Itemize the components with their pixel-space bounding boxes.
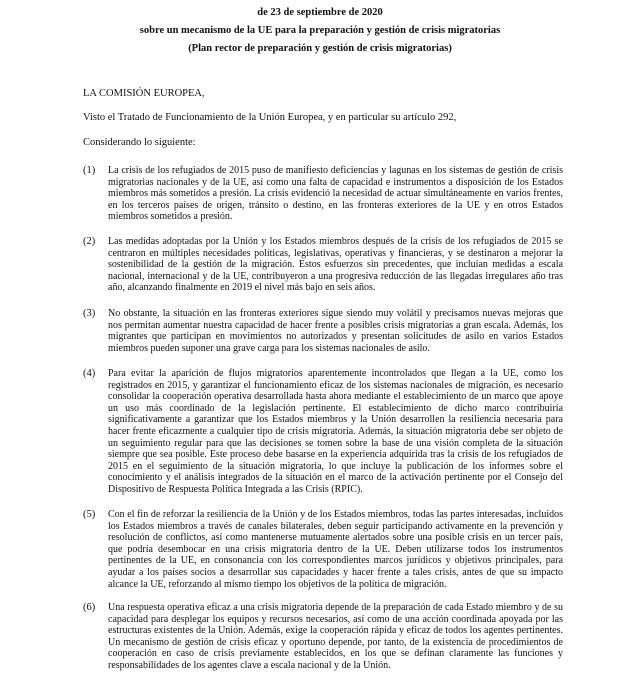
recital-text: Las medidas adoptadas por la Unión y los Estados miembros después de la crisis de los refugiados de 2015 se centraron en múltiples necesidades políticas, legislativas, operativas y financieras, y se destinaron a mejorar la sostenibilidad de la gestión de la migración. Estos esfuerzos sin precedentes, que incluían medidas a escala nacional, internacional y de la UE, contribuyeron a una progresiva reducción de las llegadas irregulares año tras año, alcanzando finalmente en 2019 el nivel más bajo en seis años. xyxy=(108,236,563,294)
recital-text: No obstante, la situación en las fronteras exteriores sigue siendo muy volátil y precisamos nuevas mejoras que nos permitan aumentar nuestra capacidad de hacer frente a posibles crisis migratorias a gran escala. Además, los migrantes que participan en movimientos no autorizados y presentan solicitudes de asilo en varios Estados miembros pueden suponer una grave carga para los sistemas nacionales de asilo. xyxy=(108,308,563,354)
document-date-line: de 23 de septiembre de 2020 xyxy=(257,7,383,18)
visto-line: Visto el Tratado de Funcionamiento de la Unión Europea, y en particular su artículo 292, xyxy=(83,112,457,123)
recital-text: La crisis de los refugiados de 2015 puso de manifiesto deficiencias y lagunas en los sistemas de gestión de crisis migratorias nacionales y de la UE, así como una falta de capacidad e instrumentos a disposición de los Estados miembros más sometidos a presión. La crisis evidenció la necesidad de actuar simultáneamente en varios frentes, en los terceros países de origen, tránsito o destino, en las fronteras exteriores de la UE y en otros Estados miembros sometidos a presión. xyxy=(108,165,563,223)
recital-text: Una respuesta operativa eficaz a una crisis migratoria depende de la preparación de cada Estado miembro y de su capacidad para desplegar los equipos y recursos necesarios, así como de una acción coordinada apoyada por las estructuras existentes de la Unión. Además, exige la cooperación rápida y eficaz de todos los agentes pertinentes. Un mecanismo de gestión de crisis eficaz y oportuno depende, por tanto, de la existencia de procedimientos de cooperación en caso de crisis previamente establecidos, en los que se definan claramente las funciones y responsabilidades de los agentes clave a escala nacional y de la Unión. xyxy=(108,602,563,671)
recital-number: (4) xyxy=(83,368,96,379)
recital-text: Para evitar la aparición de flujos migratorios aparentemente incontrolados que llegan a la UE, como los registrados en 2015, y garantizar el funcionamiento eficaz de los sistemas nacionales de migración, es necesario consolidar la cooperación operativa desarrollada hasta ahora mediante el establecimiento de un marco que apoye un uso más coordinado de la legislación pertinente. El establecimiento de dicho marco contribuiría significativamente a garantizar que los Estados miembros y la Unión desarrollen la resiliencia necesaria para hacer frente eficazmente a cualquier tipo de crisis migratoria. Además, la situación migratoria debe ser objeto de un seguimiento regular para que las decisiones se tomen sobre la base de una visión completa de la situación siempre que sea posible. Este proceso debe basarse en la experiencia adquirida tras la crisis de los refugiados de 2015 en el seguimiento de la situación migratoria, lo que incluye la publicación de los informes sobre el conocimiento y el análisis integrados de la situación en el marco de la activación pertinente por el Consejo del Dispositivo de Respuesta Política Integrada a las Crisis (RPIC). xyxy=(108,368,563,495)
recital-number: (5) xyxy=(83,509,96,520)
recital-number: (1) xyxy=(83,165,96,176)
document-title: sobre un mecanismo de la UE para la preparación y gestión de crisis migratorias xyxy=(139,25,501,36)
considerando-line: Considerando lo siguiente: xyxy=(83,137,196,148)
institution-heading: LA COMISIÓN EUROPEA, xyxy=(83,88,205,99)
document-subtitle: (Plan rector de preparación y gestión de crisis migratorias) xyxy=(188,43,452,54)
recital-number: (2) xyxy=(83,236,96,247)
recital-text: Con el fin de reforzar la resiliencia de la Unión y de los Estados miembros, todas las partes interesadas, incluidos los Estados miembros a través de canales bilaterales, deben seguir participando activamente en la prevención y resolución de conflictos, así como mantenerse mutuamente alertados sobre una posible crisis en un tercer país, que podría desembocar en una crisis migratoria dentro de la UE. Deben utilizarse todos los instrumentos pertinentes de la UE, en consonancia con los correspondientes marcos jurídicos y objetivos principales, para ayudar a los países socios a desarrollar sus capacidades y hacer frente a tales crisis, antes de que su impacto alcance la UE, reforzando al mismo tiempo los objetivos de la política de migración. xyxy=(108,509,563,590)
recital-number: (6) xyxy=(83,602,96,613)
recital-number: (3) xyxy=(83,308,96,319)
